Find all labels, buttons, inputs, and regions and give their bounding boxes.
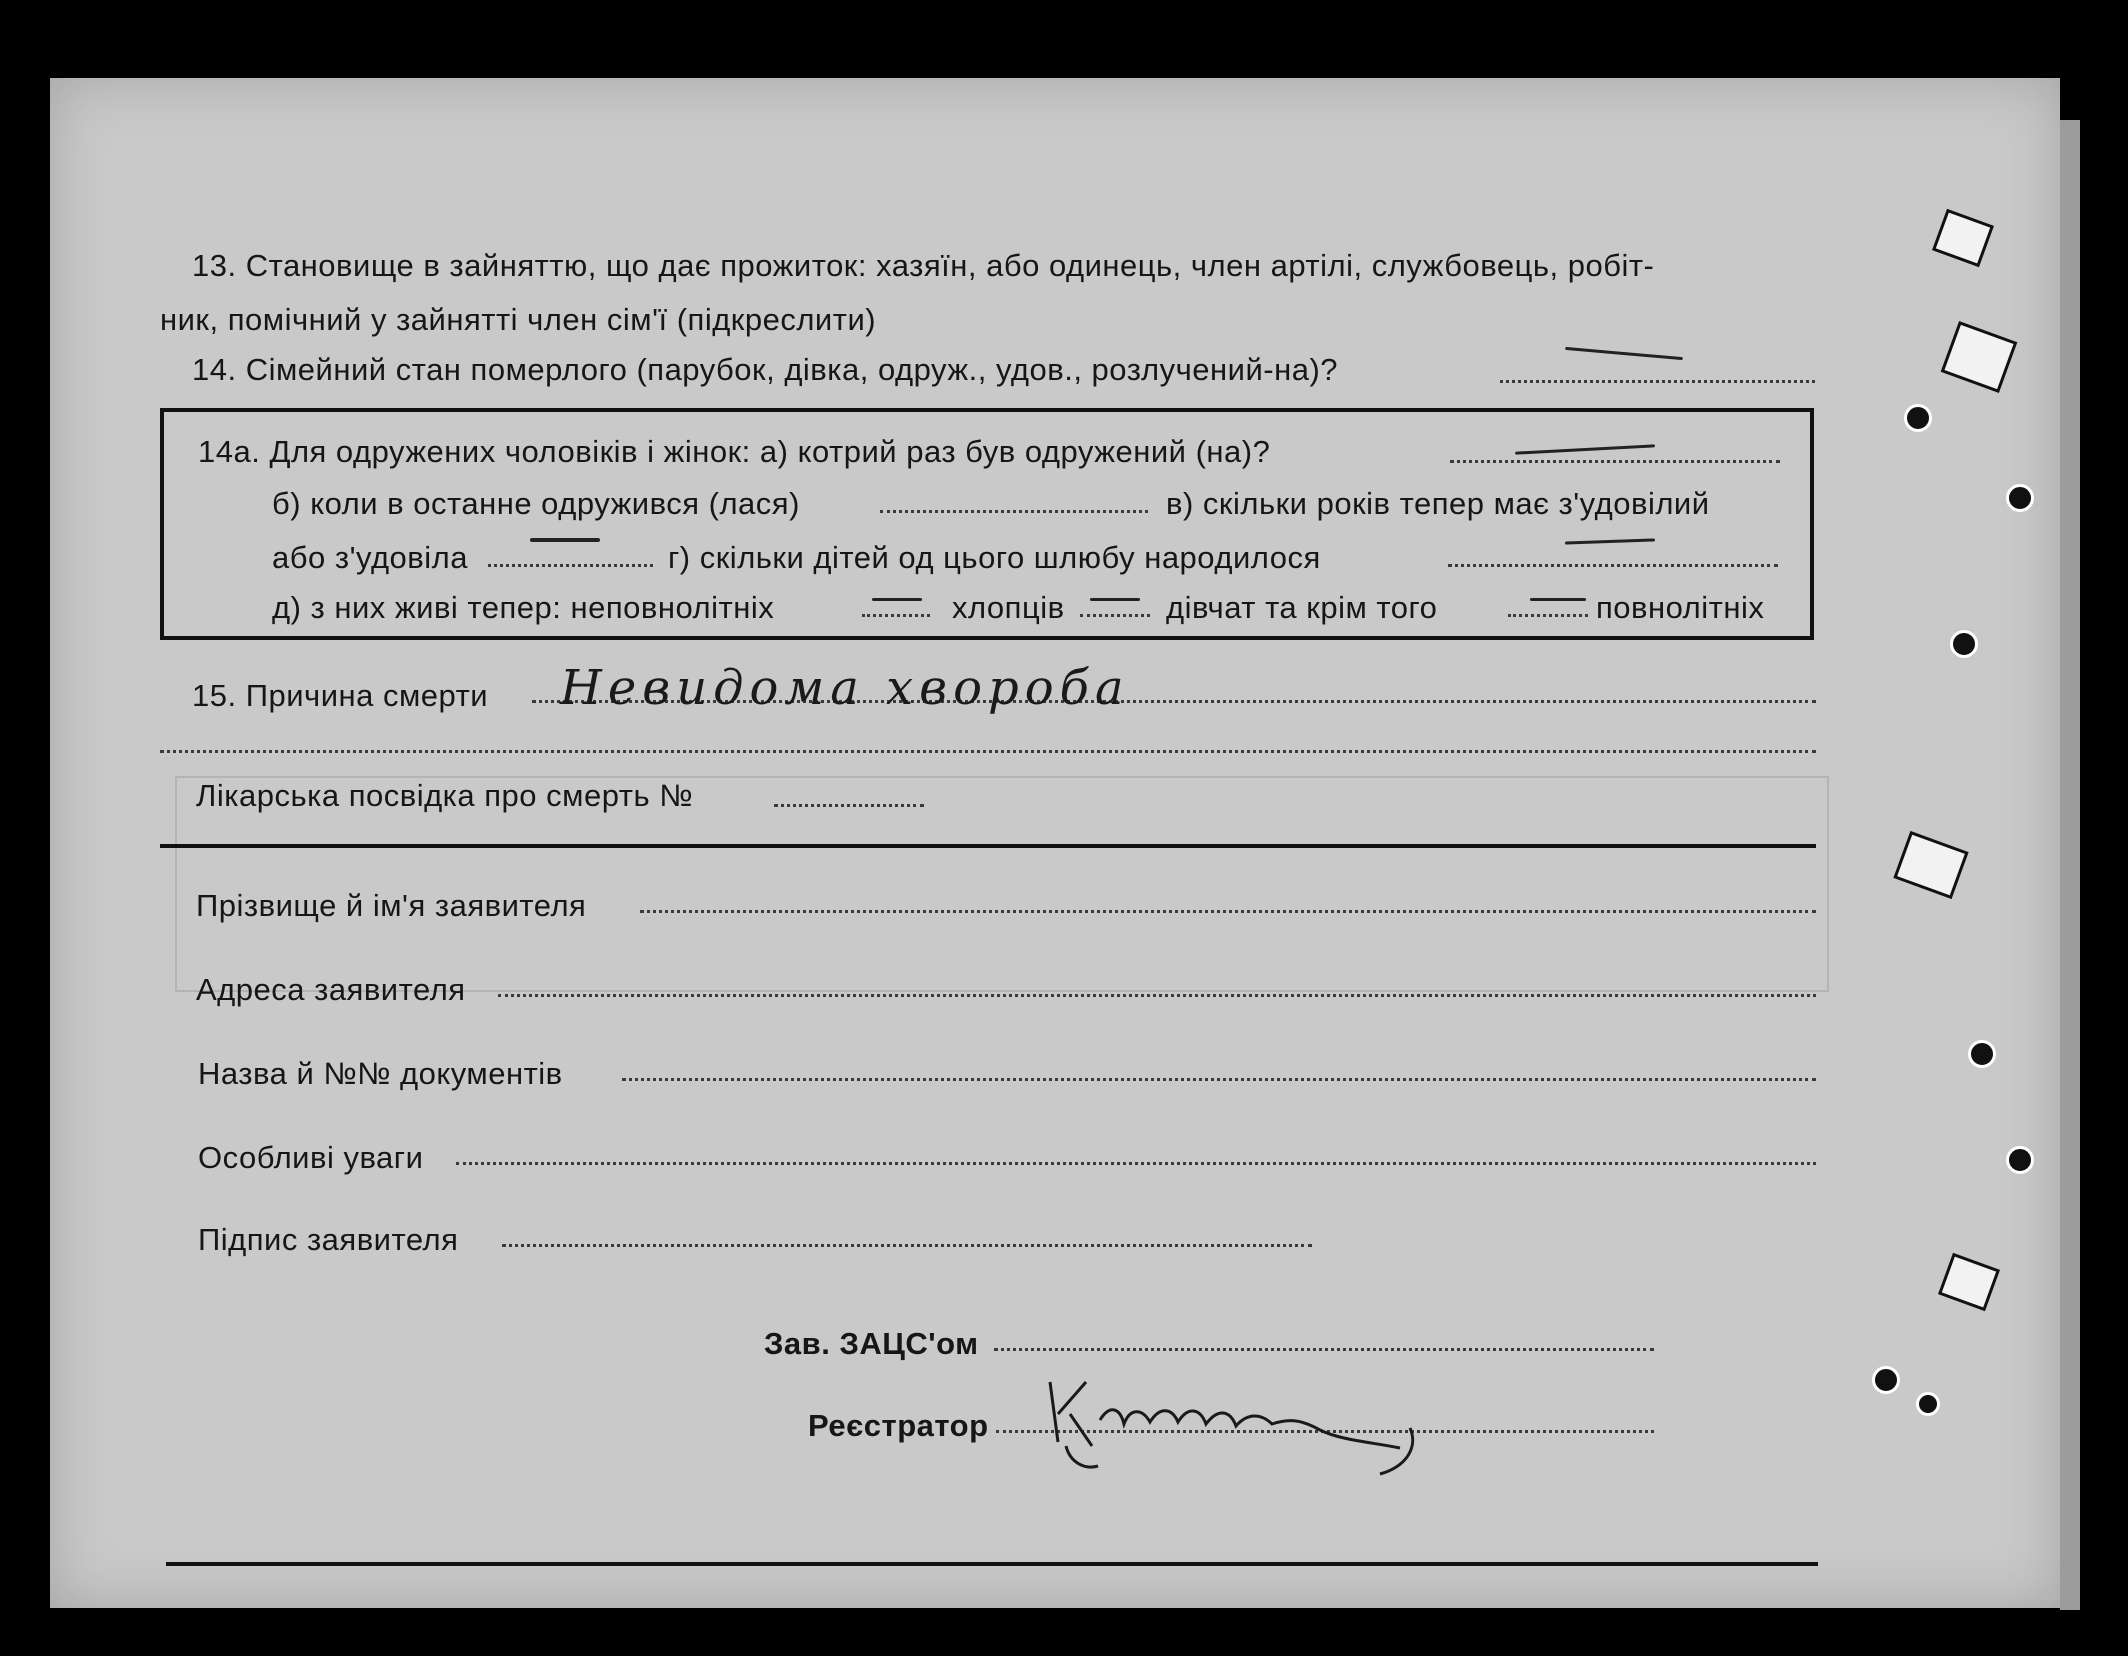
applicant-signature-field[interactable]: [502, 1244, 1312, 1247]
bottom-rule: [166, 1562, 1818, 1566]
item14a-line1: 14а. Для одружених чоловіків і жінок: а) котрий раз був одружений (на)?: [198, 434, 1271, 469]
section-divider: [160, 844, 1816, 848]
item15-label: 15. Причина смерти: [192, 678, 489, 713]
binding-hole: [1904, 404, 1932, 432]
registrar-label: Реєстратор: [808, 1408, 989, 1443]
item14a-girls-field[interactable]: [1080, 614, 1150, 617]
head-of-registry-label: Зав. ЗАЦС'ом: [764, 1326, 979, 1361]
binding-hole: [2006, 1146, 2034, 1174]
notes-field[interactable]: [456, 1162, 1816, 1165]
binding-hole: [2006, 484, 2034, 512]
item14a-boys-dash: [872, 598, 922, 601]
item14a-adults-field[interactable]: [1508, 614, 1588, 617]
item14a-boys-field[interactable]: [862, 614, 930, 617]
applicant-address-field[interactable]: [498, 994, 1816, 997]
applicant-name-label: Прізвище й ім'я заявителя: [196, 888, 587, 923]
binding-hole: [1872, 1366, 1900, 1394]
registrar-signature: [1040, 1362, 1440, 1482]
item14a-years-dash: [530, 538, 600, 542]
head-of-registry-field[interactable]: [994, 1348, 1654, 1351]
item14a-v-label: в) скільки років тепер має з'удовілий: [1166, 486, 1710, 521]
item13-line1: 13. Становище в зайняттю, що дає прожиток: хазяїн, або одинець, член артілі, службовець, робіт-: [192, 248, 1655, 283]
certificate-number-field[interactable]: [774, 804, 924, 807]
binding-hole: [1968, 1040, 1996, 1068]
item14a-years-field[interactable]: [488, 564, 653, 567]
item14-field[interactable]: [1500, 380, 1815, 383]
item14a-adults-dash: [1530, 598, 1586, 601]
item14a-d-label: д) з них живі тепер: неповнолітніх: [272, 590, 775, 625]
item14a-adults-label: повнолітніх: [1596, 590, 1765, 625]
item14a-times-field[interactable]: [1450, 460, 1780, 463]
item13-line2: ник, помічний у зайнятті член сім'ї (підкреслити): [160, 302, 877, 337]
applicant-name-field[interactable]: [640, 910, 1816, 913]
certificate-label: Лікарська посвідка про смерть №: [196, 778, 693, 813]
documents-label: Назва й №№ документів: [198, 1056, 563, 1091]
documents-field[interactable]: [622, 1078, 1816, 1081]
cause-of-death-handwritten: Невидома хвороба: [560, 660, 1130, 716]
item14-label: 14. Сімейний стан померлого (парубок, дівка, одруж., удов., розлучений-на)?: [192, 352, 1339, 387]
item14a-or-widow-label: або з'удовіла: [272, 540, 468, 575]
item14a-children-field[interactable]: [1448, 564, 1778, 567]
applicant-address-label: Адреса заявителя: [196, 972, 466, 1007]
item14a-girls-dash: [1090, 598, 1140, 601]
page-edge: [2060, 120, 2080, 1610]
item14a-g-label: г) скільки дітей од цього шлюбу народилося: [668, 540, 1321, 575]
binding-hole: [1916, 1392, 1940, 1416]
item14a-boys-label: хлопців: [952, 590, 1065, 625]
notes-label: Особливі уваги: [198, 1140, 424, 1175]
item14a-b-field[interactable]: [880, 510, 1148, 513]
item14a-b-label: б) коли в останне одружився (лася): [272, 486, 800, 521]
applicant-signature-label: Підпис заявителя: [198, 1222, 459, 1257]
item15-field-line2[interactable]: [160, 750, 1816, 753]
binding-hole: [1950, 630, 1978, 658]
item14a-girls-label: дівчат та крім того: [1166, 590, 1438, 625]
